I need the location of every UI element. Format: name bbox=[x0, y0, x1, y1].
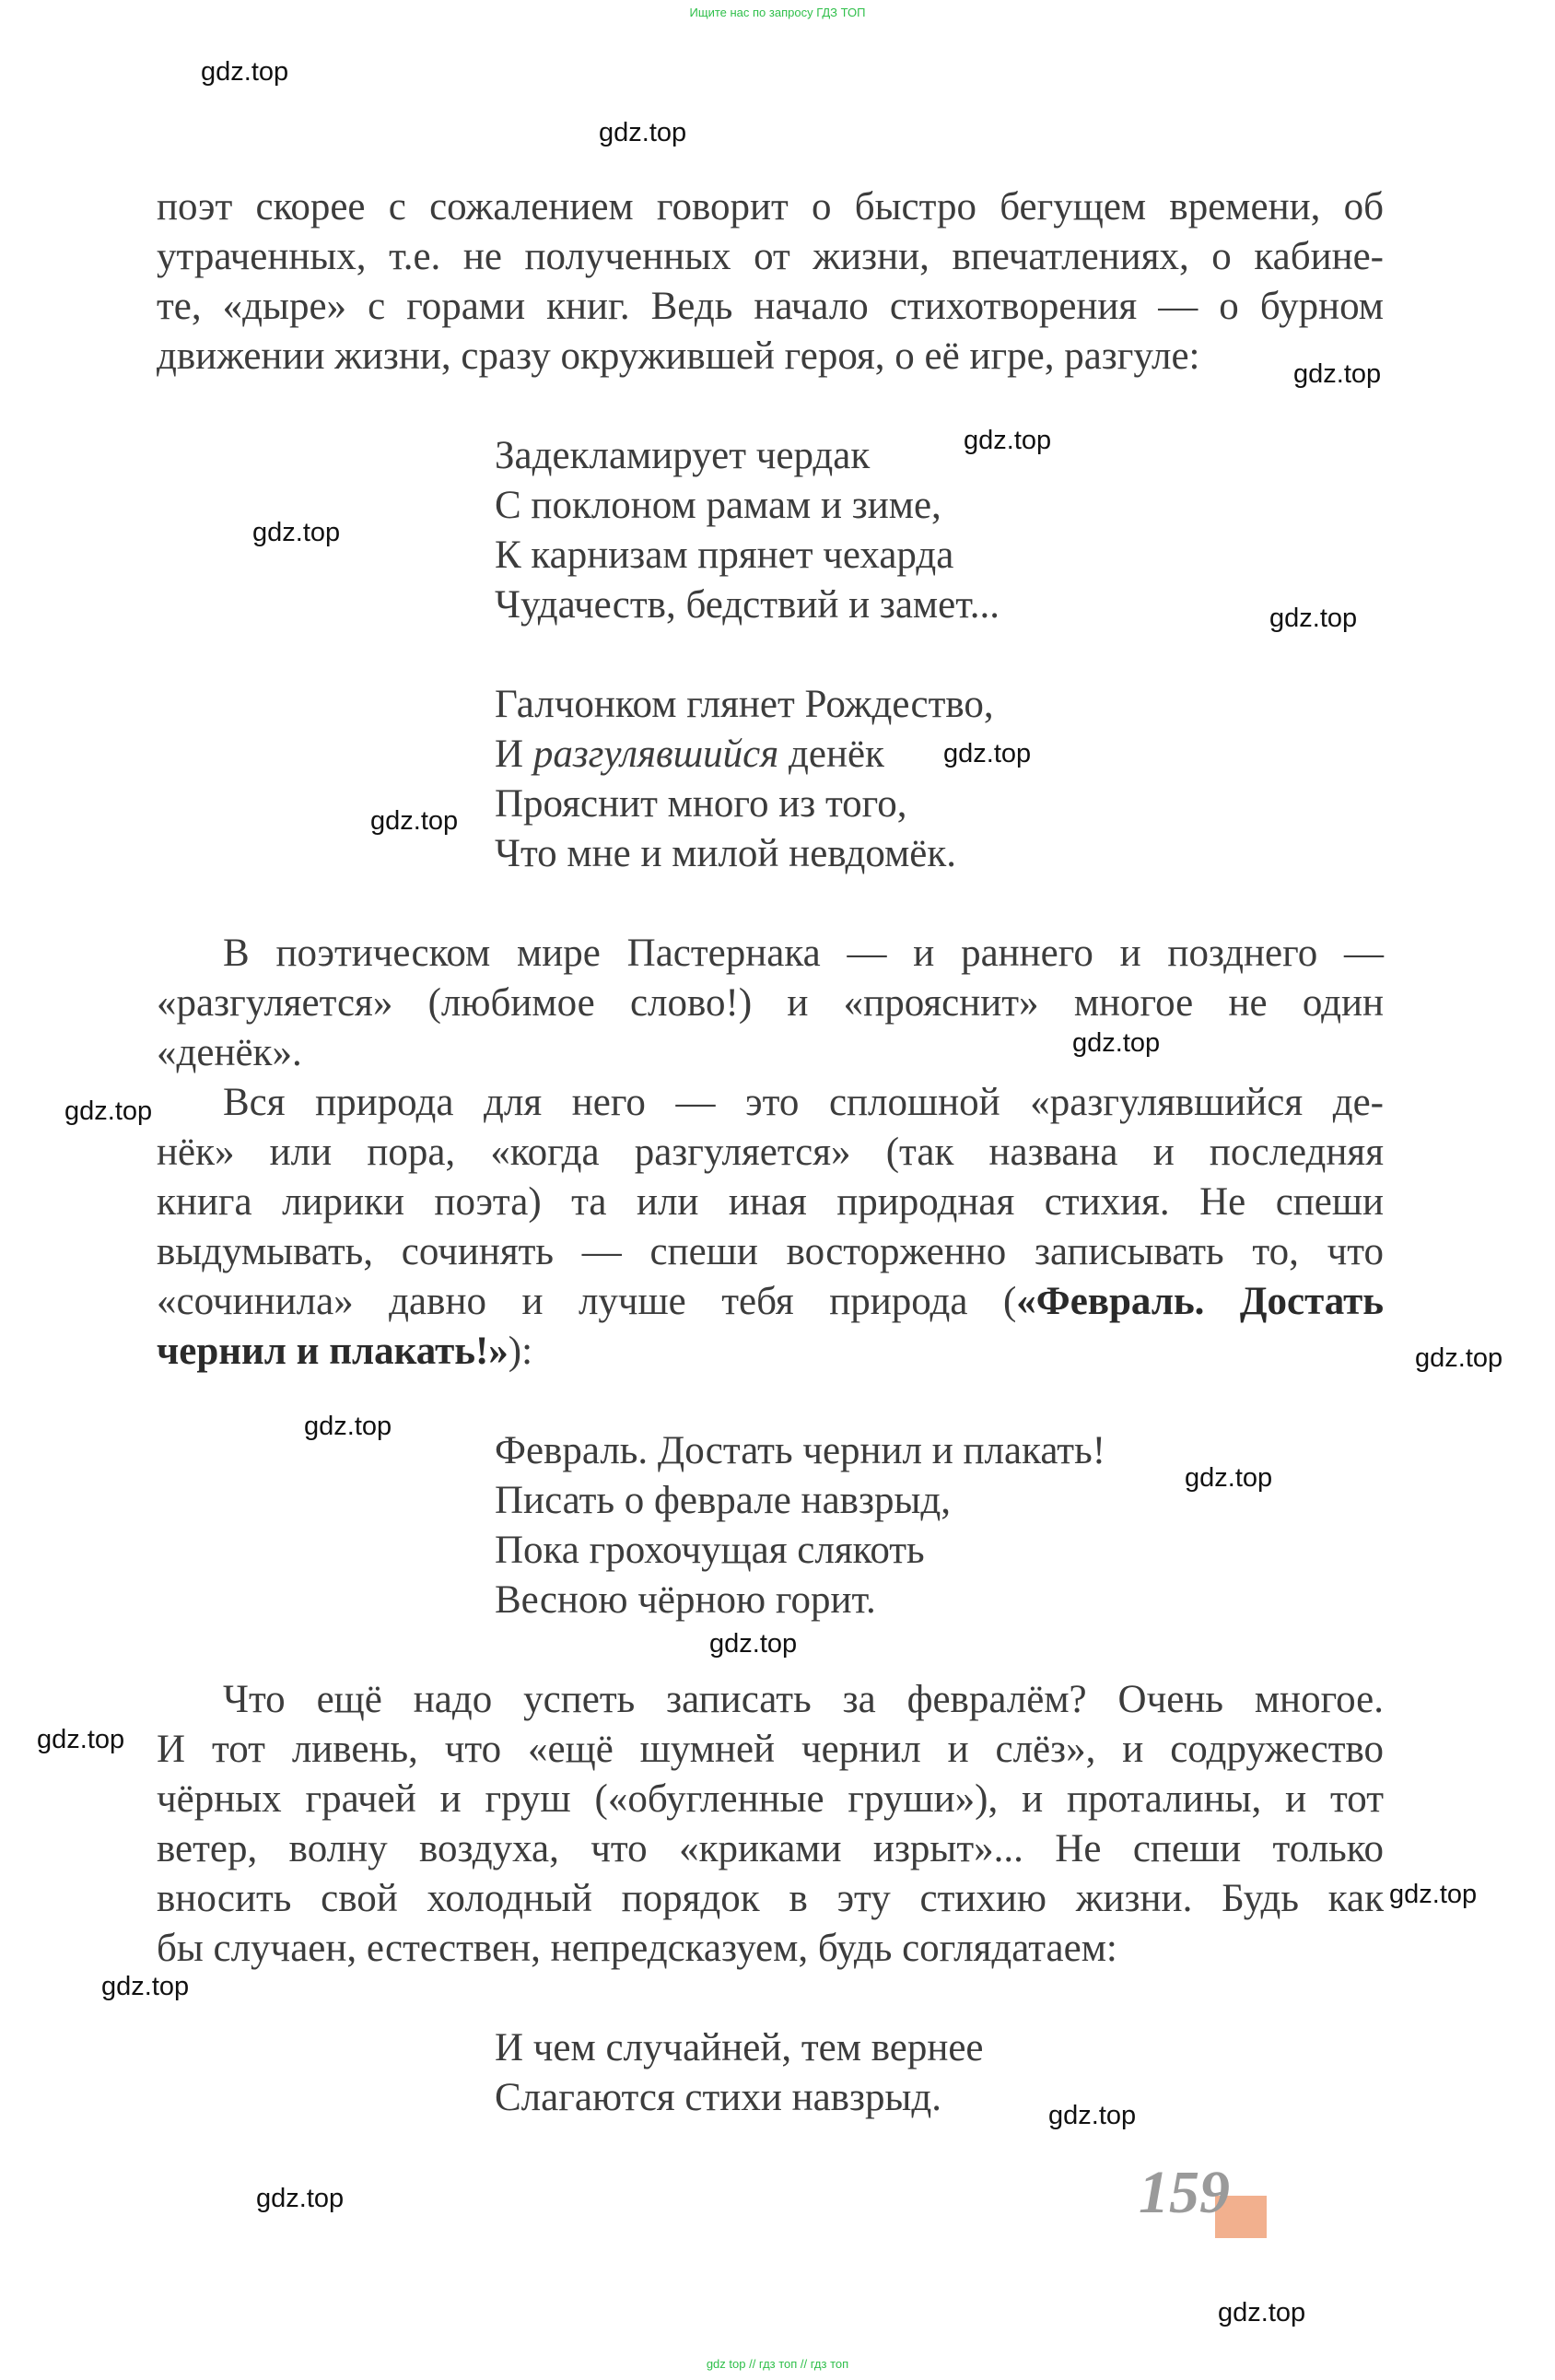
text-segment: «сочинила» давно и лучше тебя природа ( bbox=[157, 1280, 1017, 1323]
watermark: gdz.top bbox=[943, 739, 1032, 768]
text-line: те, «дыре» с горами книг. Ведь начало стихотворения — о бурном bbox=[157, 285, 1384, 328]
watermark: gdz.top bbox=[709, 1629, 798, 1659]
text-line: чёрных грачей и груш («обугленные груши»), и проталины, и тот bbox=[157, 1777, 1384, 1821]
watermark: gdz.top bbox=[964, 426, 1052, 455]
top-banner: Ищите нас по запросу ГДЗ ТОП bbox=[689, 6, 866, 19]
watermark: gdz.top bbox=[1269, 604, 1358, 633]
watermark: gdz.top bbox=[1072, 1028, 1161, 1058]
verse-line: Писать о феврале навзрыд, bbox=[495, 1479, 951, 1522]
verse-line: Февраль. Достать чернил и плакать! bbox=[495, 1429, 1106, 1472]
watermark: gdz.top bbox=[304, 1412, 392, 1441]
watermark: gdz.top bbox=[252, 518, 341, 547]
text-line: движении жизни, сразу окружившей героя, о её игре, разгуле: bbox=[157, 334, 1200, 378]
verse-line: Галчонком глянет Рождество, bbox=[495, 683, 994, 726]
text-line: книга лирики поэта) та или иная природная стихия. Не спеши bbox=[157, 1180, 1384, 1224]
watermark: gdz.top bbox=[1293, 359, 1382, 389]
verse-line: Слагаются стихи навзрыд. bbox=[495, 2076, 941, 2119]
text-line: вносить свой холодный порядок в эту стихию жизни. Будь как bbox=[157, 1877, 1384, 1920]
watermark: gdz.top bbox=[1218, 2298, 1306, 2327]
text-line bbox=[157, 1327, 1384, 1377]
text-line: нёк» или пора, «когда разгуляется» (так названа и последняя bbox=[157, 1131, 1384, 1174]
text-line: И тот ливень, что «ещё шумней чернил и слёз», и содружество bbox=[157, 1728, 1384, 1771]
verse-line: Задекламирует чердак bbox=[495, 434, 871, 477]
verse-line: К карнизам прянет чехарда bbox=[495, 533, 954, 577]
watermark: gdz.top bbox=[37, 1725, 125, 1754]
bold-title: «Февраль. Достать bbox=[1016, 1280, 1384, 1323]
verse-line: С поклоном рамам и зиме, bbox=[495, 484, 941, 527]
text-line: ветер, волну воздуха, что «криками изрыт»... Не спеши только bbox=[157, 1827, 1384, 1870]
watermark: gdz.top bbox=[599, 118, 687, 147]
verse-line: Прояснит много из того, bbox=[495, 782, 907, 826]
watermark: gdz.top bbox=[370, 806, 459, 836]
text-line bbox=[157, 1277, 1384, 1327]
watermark: gdz.top bbox=[256, 2184, 345, 2213]
text-line: выдумывать, сочинять — спеши восторженно записывать то, что bbox=[157, 1230, 1384, 1273]
verse-line: Чудачеств, бедствий и замет... bbox=[495, 583, 1000, 627]
watermark: gdz.top bbox=[201, 57, 289, 87]
watermark: gdz.top bbox=[64, 1096, 153, 1126]
text-line: поэт скорее с сожалением говорит о быстро бегущем времени, об bbox=[157, 185, 1384, 229]
watermark: gdz.top bbox=[1048, 2101, 1137, 2130]
verse-line: И чем случайней, тем вернее bbox=[495, 2026, 984, 2069]
text-segment: ): bbox=[508, 1330, 533, 1373]
bold-title: чернил и плакать!» bbox=[157, 1330, 509, 1373]
page-number: 159 bbox=[1139, 2159, 1230, 2226]
verse-text: И bbox=[495, 733, 524, 776]
text-line: Вся природа для него — это сплошной «разгулявшийся де- bbox=[223, 1081, 1384, 1124]
verse-italic-text: разгулявшийся bbox=[532, 733, 779, 776]
text-line: бы случаен, естествен, непредсказуем, будь соглядатаем: bbox=[157, 1927, 1117, 1970]
text-line: Что ещё надо успеть записать за февралём? Очень многое. bbox=[223, 1678, 1384, 1721]
text-line: В поэтическом мире Пастернака — и раннего и позднего — bbox=[223, 932, 1384, 975]
watermark: gdz.top bbox=[1415, 1343, 1503, 1373]
verse-line: Что мне и милой невдомёк. bbox=[495, 832, 957, 875]
verse-text: денёк bbox=[788, 733, 884, 776]
verse-line: Весною чёрною горит. bbox=[495, 1578, 876, 1622]
watermark: gdz.top bbox=[101, 1972, 190, 2001]
watermark: gdz.top bbox=[1389, 1880, 1478, 1909]
watermark: gdz.top bbox=[1185, 1463, 1273, 1493]
text-line: «денёк». bbox=[157, 1031, 302, 1074]
text-line: утраченных, т.е. не полученных от жизни, впечатлениях, о кабине- bbox=[157, 235, 1384, 278]
verse-line: Пока грохочущая слякоть bbox=[495, 1529, 925, 1572]
text-line: «разгуляется» (любимое слово!) и «прояснит» многое не один bbox=[157, 981, 1384, 1025]
verse-line bbox=[495, 730, 1324, 780]
bottom-banner: gdz top // гдз топ // гдз топ bbox=[706, 2357, 849, 2371]
